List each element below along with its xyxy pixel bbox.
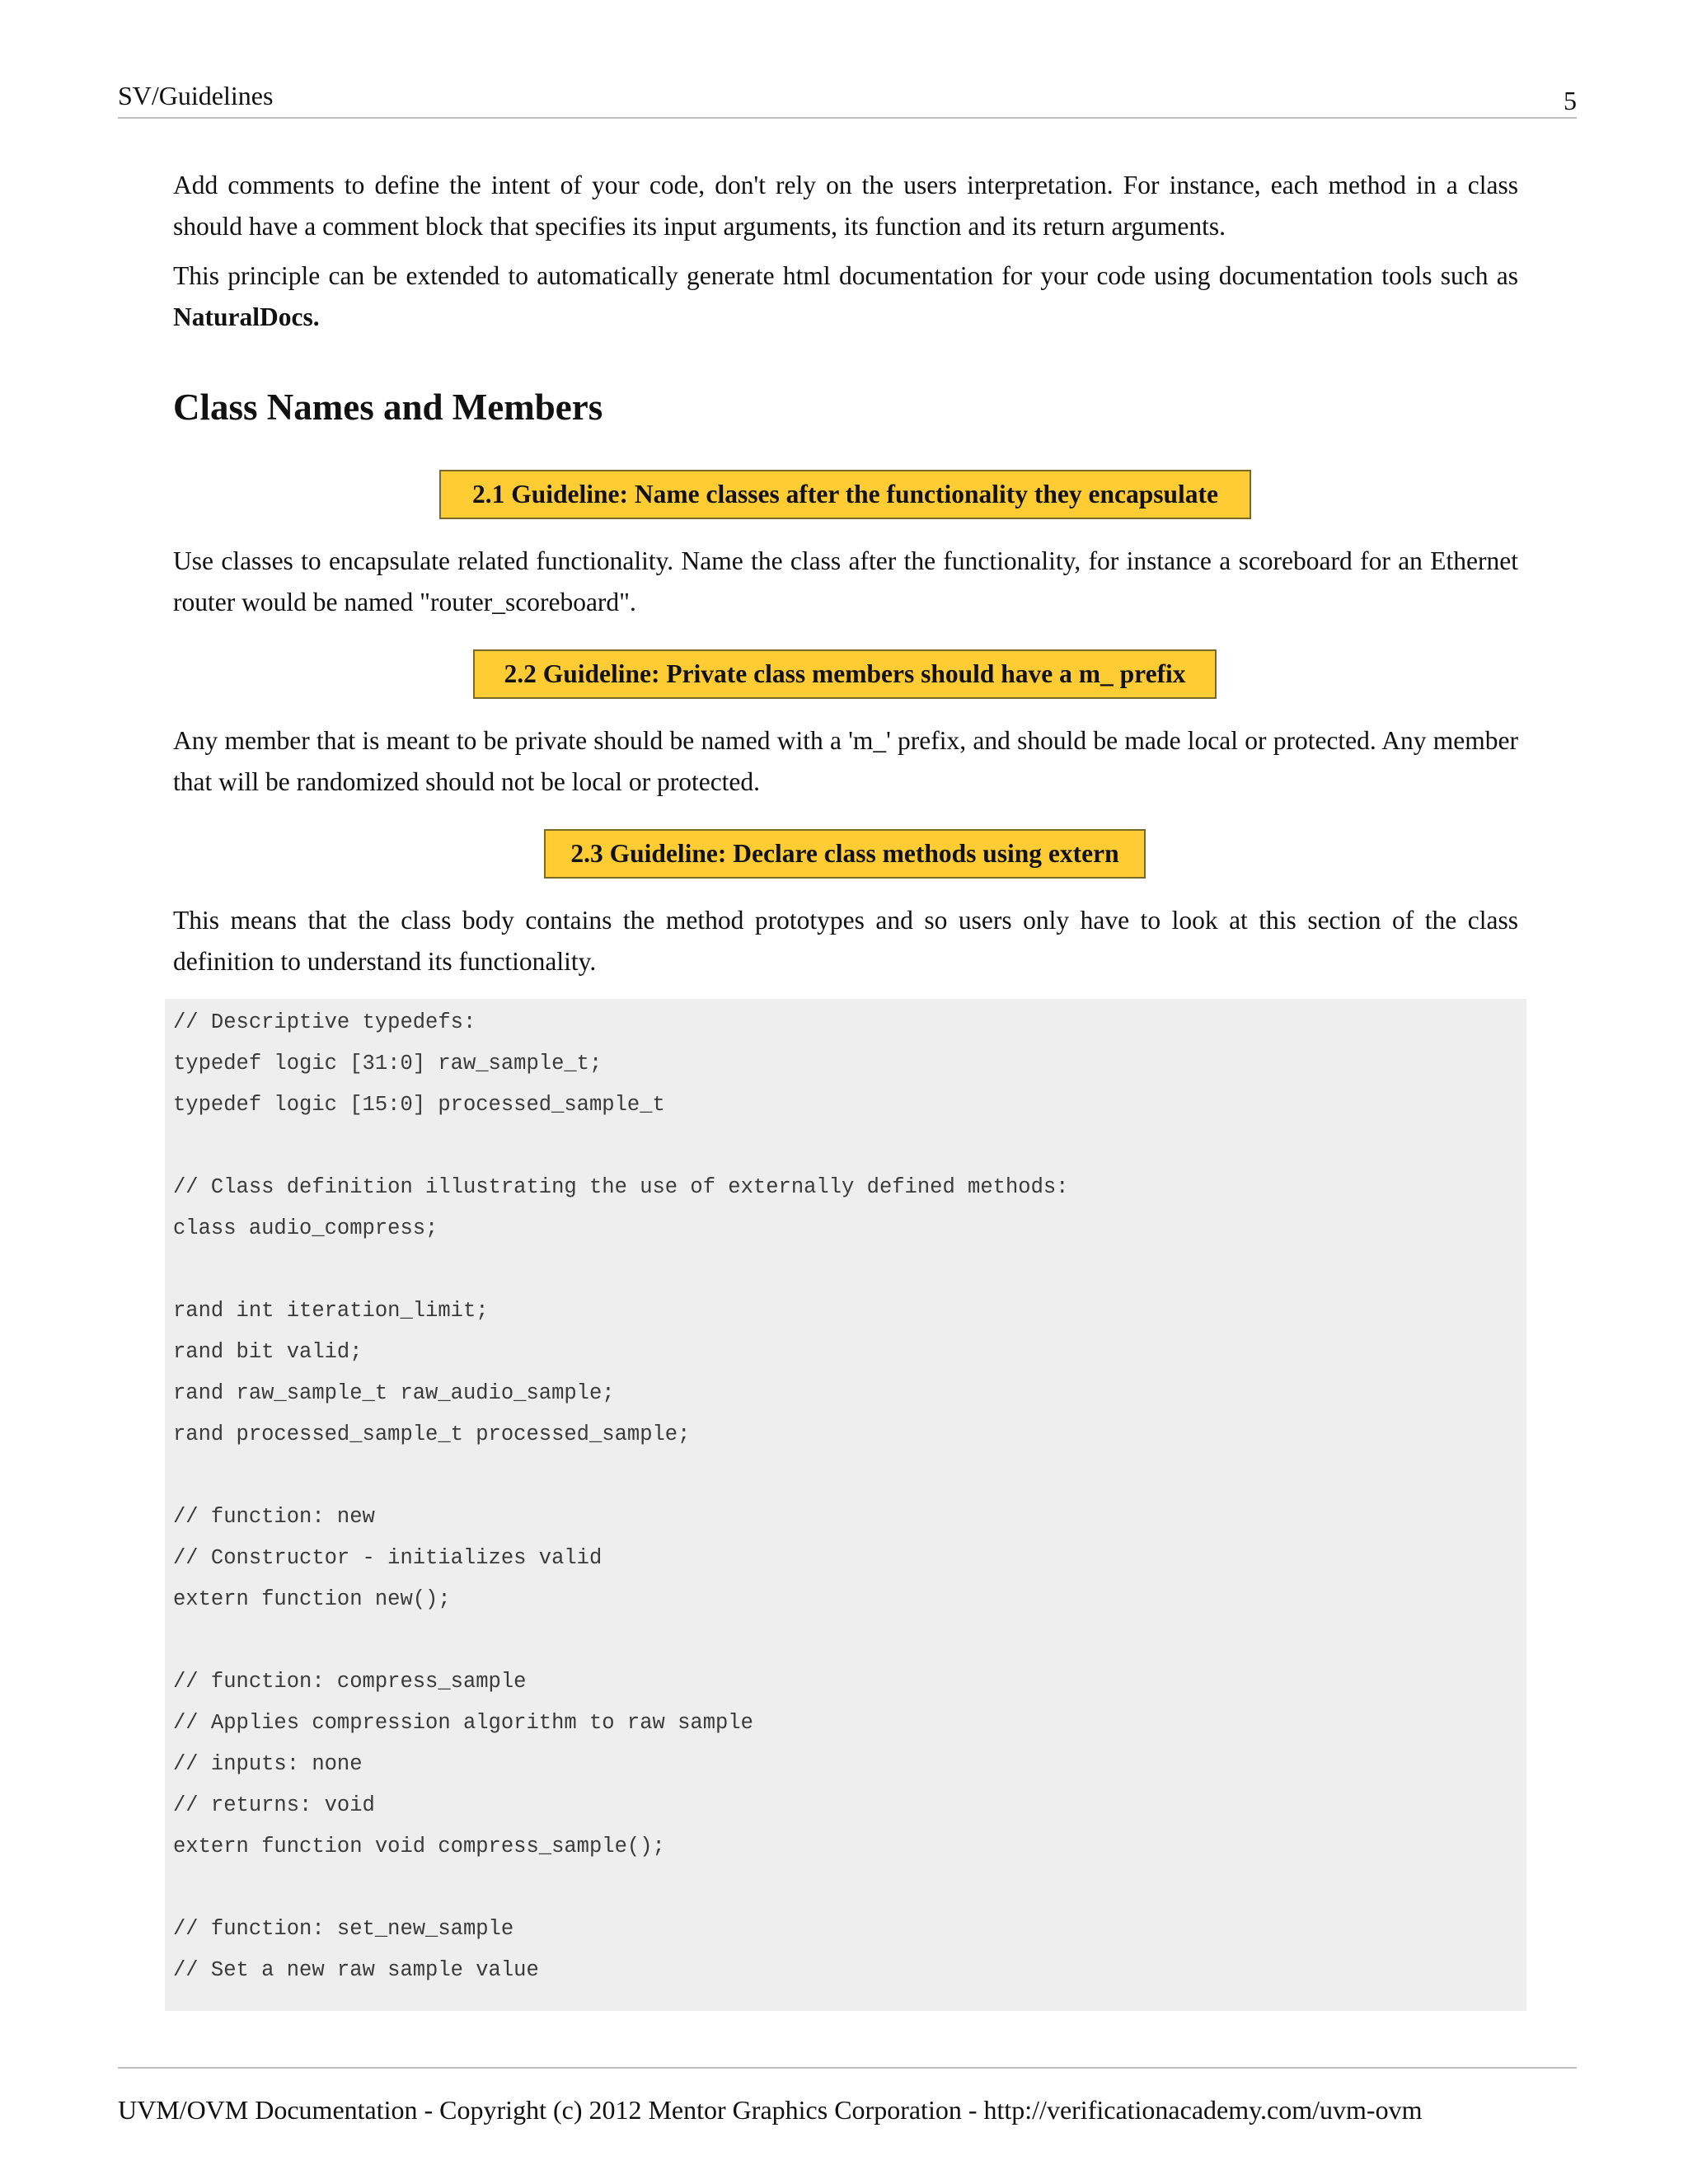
intro-paragraph-1: Add comments to define the intent of your code, don't rely on the users interpretation. For instance, each method in a class should have a comment block that specifies its input arguments, its function and its return arguments.	[173, 171, 1518, 241]
guideline-box-2-1: 2.1 Guideline: Name classes after the functionality they encapsulate	[439, 470, 1251, 519]
code-line: // Constructor - initializes valid	[173, 1546, 603, 1570]
page-number: 5	[1564, 86, 1577, 115]
code-line: // Set a new raw sample value	[173, 1958, 539, 1982]
guideline-box-2-3: 2.3 Guideline: Declare class methods using extern	[544, 829, 1146, 879]
code-line: typedef logic [15:0] processed_sample_t	[173, 1093, 665, 1117]
code-line: extern function void compress_sample();	[173, 1835, 665, 1858]
intro-paragraph-2	[173, 255, 1518, 338]
code-line: rand raw_sample_t raw_audio_sample;	[173, 1381, 615, 1405]
code-line: // inputs: none	[173, 1752, 363, 1776]
code-line: rand int iteration_limit;	[173, 1299, 489, 1323]
guideline-box-2-2: 2.2 Guideline: Private class members should have a m_ prefix	[473, 649, 1217, 699]
code-line: // Applies compression algorithm to raw sample	[173, 1711, 753, 1735]
running-header-title: SV/Guidelines	[118, 81, 274, 110]
intro-paragraph-2-text: This principle can be extended to automatically generate html documentation for your code using documentation tools such as	[173, 261, 1518, 290]
code-line: // function: set_new_sample	[173, 1917, 514, 1941]
code-line: extern function new();	[173, 1587, 451, 1611]
code-line: // function: compress_sample	[173, 1670, 527, 1694]
code-line: typedef logic [31:0] raw_sample_t;	[173, 1052, 603, 1076]
footer-copyright: UVM/OVM Documentation - Copyright (c) 2012 Mentor Graphics Corporation - http://verificationacademy.com/uvm-ovm	[118, 2095, 1423, 2125]
section-title: Class Names and Members	[173, 387, 603, 428]
guideline-2-2-text: Any member that is meant to be private should be named with a 'm_' prefix, and should be made local or protected. Any member that will be randomized should not be local or protected.	[173, 726, 1518, 796]
code-line: class audio_compress;	[173, 1216, 438, 1240]
code-line: rand processed_sample_t processed_sample;	[173, 1422, 691, 1446]
code-line: // Class definition illustrating the use of externally defined methods:	[173, 1175, 1069, 1199]
guideline-2-3-text: This means that the class body contains the method prototypes and so users only have to look at this section of the class definition to understand its functionality.	[173, 906, 1518, 976]
code-line: // returns: void	[173, 1793, 375, 1817]
code-line: rand bit valid;	[173, 1340, 363, 1364]
code-listing	[165, 999, 1526, 2011]
code-line: // function: new	[173, 1505, 375, 1529]
guideline-2-1-text: Use classes to encapsulate related functionality. Name the class after the functionality, for instance a scoreboard for an Ethernet router would be named "router_scoreboard".	[173, 546, 1518, 616]
code-line: // Descriptive typedefs:	[173, 1010, 476, 1034]
naturaldocs-term: NaturalDocs.	[173, 302, 320, 331]
page-footer	[118, 2067, 1577, 2125]
page-header	[118, 79, 1577, 119]
